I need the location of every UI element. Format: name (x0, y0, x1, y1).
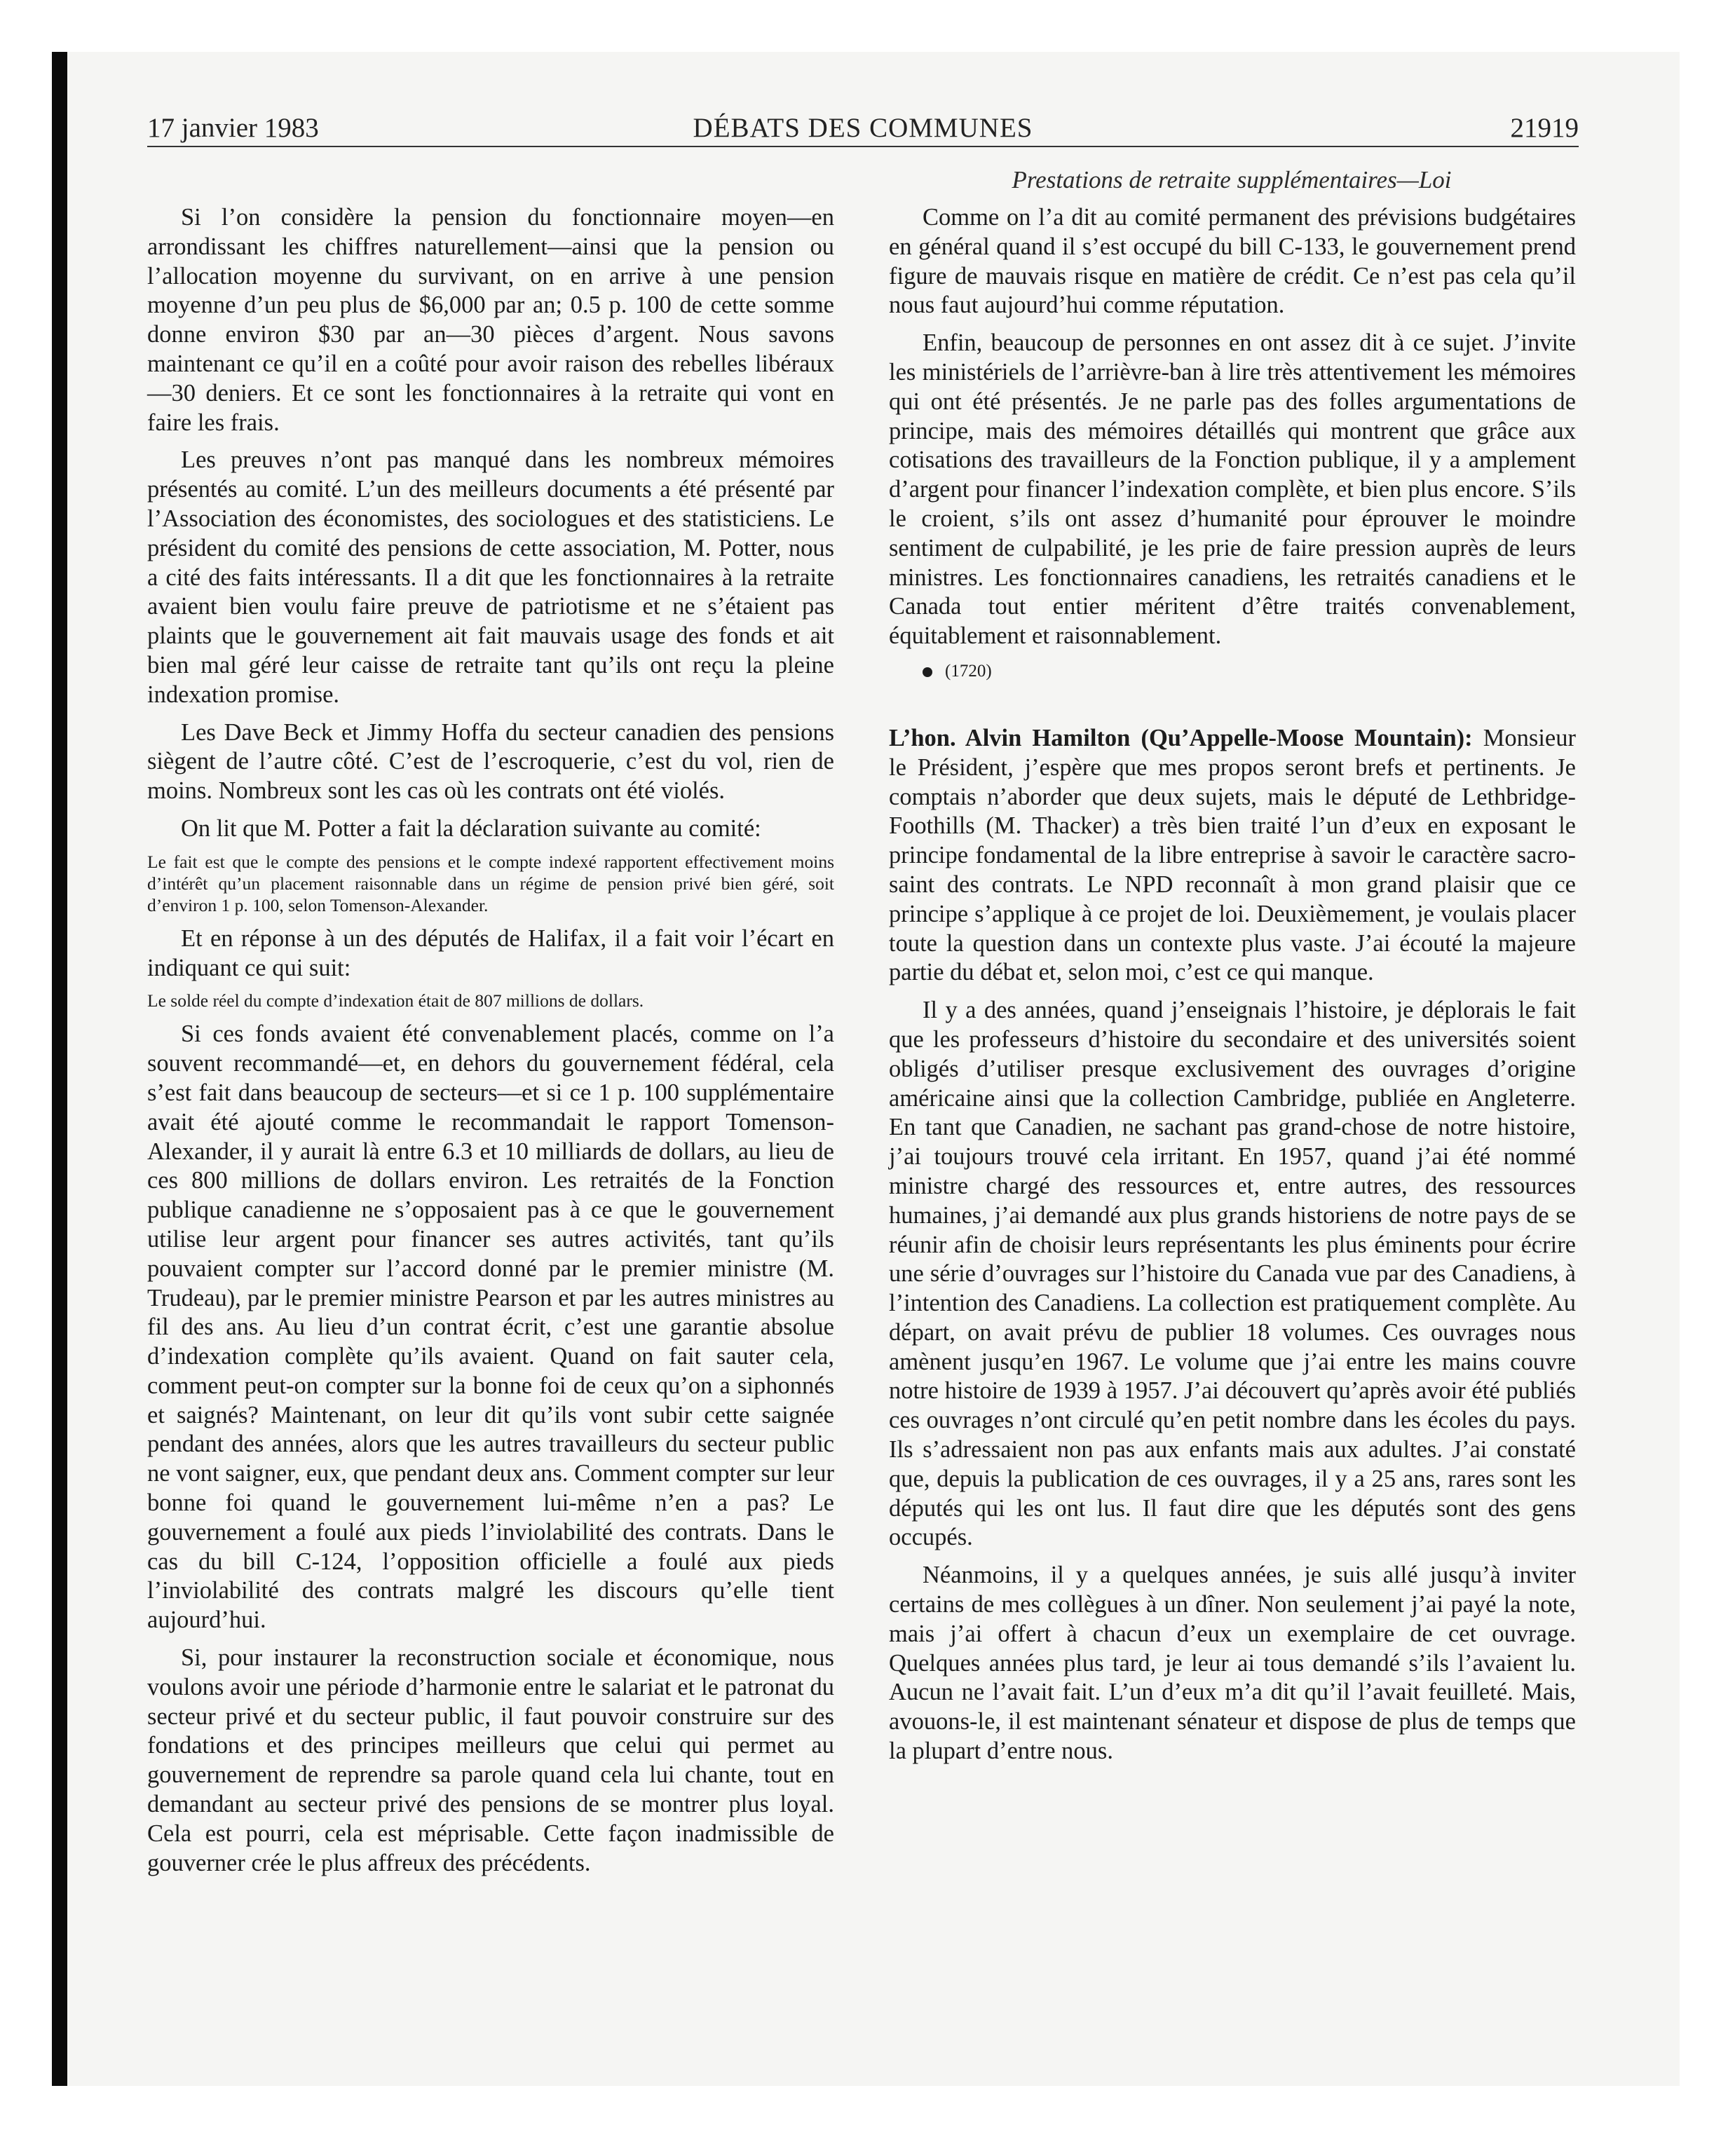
paragraph: Si, pour instaurer la reconstruction sociale et économique, nous voulons avoir une période d’harmonie entre le salariat et le patronat du secteur privé et du secteur public, il faut pouvoir construire sur des fondations et des principes meilleurs que celui qui permet au gouvernement de reprendre sa parole quand cela lui chante, tout en demandant au secteur privé des pensions de se montrer plus loyal. Cela est pourri, cela est méprisable. Cette façon inadmissible de gouverner crée le plus affreux des précédents. (147, 1644, 834, 1876)
paragraph: On lit que M. Potter a fait la déclaration suivante au comité: (181, 814, 761, 842)
speech-paragraph (889, 724, 1576, 988)
left-column (147, 203, 834, 1878)
paragraph: Les Dave Beck et Jimmy Hoffa du secteur canadien des pensions siègent de l’autre côté. C’est de l’escroquerie, c’est du vol, rien de moins. Nombreux sont les cas où les contrats ont été violés. (147, 718, 834, 805)
paragraph: Enfin, beaucoup de personnes en ont assez dit à ce sujet. J’invite les ministériels de l’arrièvre-ban à lire très attentivement les mémoires qui ont été présentés. Je ne parle pas des folles argumentations de principe, mais des mémoires détaillés qui montrent que grâce aux cotisations des travailleurs de la Fonction publique, il y a amplement d’argent pour financer l’indexation complète, et bien plus encore. S’ils le croient, s’ils ont assez d’humanité pour éprouver le moindre sentiment de culpabilité, je les prie de faire pression auprès de leurs ministres. Les fonctionnaires canadiens, les retraités canadiens et le Canada tout entier méritent d’être traités convenablement, équitablement et raisonnablement. (889, 329, 1576, 650)
paragraph: Les preuves n’ont pas manqué dans les nombreux mémoires présentés au comité. L’un des meilleurs documents a été présenté par l’Association des économistes, des sociologues et des statisticiens. Le président du comité des pensions de cette association, M. Potter, nous a cité des faits intéressants. Il a dit que les fonctionnaires à la retraite avaient bien voulu faire preuve de patriotisme et ne s’étaient pas plaints que le gouvernement ait fait mauvais usage des fonds et ait bien mal géré leur caisse de retraite tant qu’ils ont reçu la pleine indexation promise. (147, 446, 834, 708)
timestamp (889, 660, 1576, 683)
paragraph: Si l’on considère la pension du fonctionnaire moyen—en arrondissant les chiffres naturellement—ainsi que la pension ou l’allocation moyenne du survivant, on en arrive à une pension moyenne d’un peu plus de $6,000 par an; 0.5 p. 100 de cette somme donne environ $30 par an—30 pièces d’argent. Nous savons maintenant ce qu’il en a coûté pour avoir raison des rebelles libéraux—30 deniers. Et ce sont les fonctionnaires à la retraite qui vont en faire les frais. (147, 204, 834, 436)
paragraph: Et en réponse à un des députés de Halifax, il a fait voir l’écart en indiquant ce qui suit: (147, 925, 834, 981)
page-header (147, 111, 1579, 146)
scan-edge-bar (52, 52, 67, 2086)
paragraph: Si ces fonds avaient été convenablement placés, comme on l’a souvent recommandé—et, en dehors du gouvernement fédéral, cela s’est fait dans beaucoup de secteurs—et si ce 1 p. 100 supplémentaire avait été ajouté comme le recommandait le rapport Tomenson-Alexander, il y aurait là entre 6.3 et 10 milliards de dollars, au lieu de ces 800 millions de dollars environ. Les retraités de la Fonction publique canadienne ne s’opposaient pas à ce que le gouvernement utilise leur argent pour financer ses autres activités, tant qu’ils pouvaient compter sur l’accord donné par le premier ministre (M. Trudeau), par le premier ministre Pearson et par les autres ministres au fil des ans. Au lieu d’un contrat écrit, c’est une garantie absolue d’indexation complète qu’ils avaient. Quand on fait sauter cela, comment peut-on compter sur la bonne foi de ceux qu’on a siphonnés et saignés? Maintenant, on leur dit qu’ils vont subir cette saignée pendant des années, alors que les autres travailleurs du secteur public ne vont saigner, eux, que pendant deux ans. Comment compter sur leur bonne foi quand le gouvernement lui-même n’en a pas? Le gouvernement a foulé aux pieds l’inviolabilité des contrats. Dans le cas du bill C-124, l’opposition officielle a foulé aux pieds l’inviolabilité des contrats malgré les discours qu’elle tient aujourd’hui. (147, 1021, 834, 1634)
bullet-icon (923, 667, 932, 677)
header-date: 17 janvier 1983 (147, 113, 319, 143)
paragraph: Néanmoins, il y a quelques années, je suis allé jusqu’à inviter certains de mes collègues à un dîner. Non seulement j’ai payé la note, mais j’ai offert à chacun d’eux un exemplaire de cet ouvrage. Quelques années plus tard, je leur ai tous demandé s’ils l’avaient lu. Aucun ne l’avait fait. L’un d’eux m’a dit qu’il l’avait feuilleté. Mais, avouons-le, il est maintenant sénateur et dispose de plus de temps que la plupart d’entre nous. (889, 1562, 1576, 1765)
header-rule (147, 146, 1579, 147)
page-number: 21919 (1510, 113, 1579, 143)
speech-text: Monsieur le Président, j’espère que mes propos seront brefs et pertinents. Je comptais n’aborder que deux sujets, mais le député de Lethbridge-Foothills (M. Thacker) a très bien traité l’un d’eux en exposant le principe fondamental de la libre entreprise à savoir le caractère sacro-saint des contrats. Le NPD reconnaît à mon grand plaisir que ce principe s’applique à ce projet de loi. Deuxièmement, je voulais placer toute la question dans un contexte plus vaste. J’ai écouté la majeure partie du débat et, selon moi, c’est ce qui manque. (889, 724, 1576, 986)
timestamp-text: (1720) (945, 661, 992, 681)
right-column (889, 203, 1576, 1766)
block-quote: Le fait est que le compte des pensions et le compte indexé rapportent effectivement moins d’intérêt qu’un placement raisonnable dans un régime de pension privé bien géré, soit d’environ 1 p. 100, selon Tomenson-Alexander. (147, 851, 834, 915)
paragraph: Comme on l’a dit au comité permanent des prévisions budgétaires en général quand il s’est occupé du bill C-133, le gouvernement prend figure de mauvais risque en matière de crédit. Ce n’est pas cela qu’il nous faut aujourd’hui comme réputation. (889, 204, 1576, 319)
block-quote: Le solde réel du compte d’indexation était de 807 millions de dollars. (147, 990, 644, 1011)
running-head: Prestations de retraite supplémentaires—Loi (1012, 166, 1452, 193)
paragraph: Il y a des années, quand j’enseignais l’histoire, je déplorais le fait que les professeurs d’histoire du secondaire et des universités soient obligés d’utiliser presque exclusivement des ouvrages d’origine américaine ainsi que la collection Cambridge, publiée en Angleterre. En tant que Canadien, ne sachant pas grand-chose de notre histoire, j’ai toujours trouvé cela irritant. En 1957, quand j’ai été nommé ministre chargé des ressources et, entre autres, des ressources humaines, j’ai demandé aux plus grands historiens de notre pays de se réunir afin de choisir leurs représentants les plus éminents pour écrire une série d’ouvrages sur l’histoire du Canada vue par des Canadiens, à l’intention des Canadiens. La collection est pratiquement complète. Au départ, on avait prévu de publier 18 volumes. Ces ouvrages nous amènent jusqu’en 1967. Le volume que j’ai entre les mains couvre notre histoire de 1939 à 1957. J’ai découvert qu’après avoir été publiés ces ouvrages n’ont circulé qu’en petit nombre dans les écoles du pays. Ils s’adressaient non pas aux enfants mais aux adultes. J’ai constaté que, depuis la publication de ces ouvrages, il y a 25 ans, rares sont les députés qui les ont lus. Il faut dire que les députés sont des gens occupés. (889, 997, 1576, 1551)
header-title: DÉBATS DES COMMUNES (693, 113, 1033, 143)
speaker-name: L’hon. Alvin Hamilton (Qu’Appelle-Moose Mountain): (889, 724, 1473, 751)
